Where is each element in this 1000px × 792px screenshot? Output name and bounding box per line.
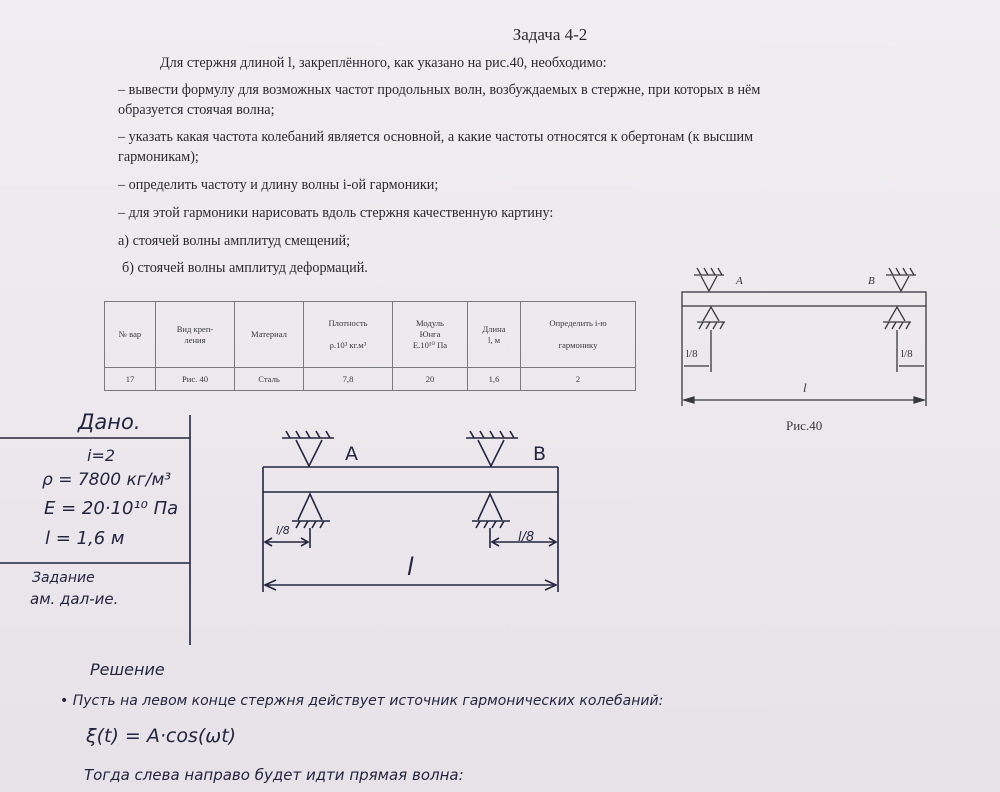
cell-mount: Рис. 40 bbox=[156, 368, 235, 391]
header-material: Материал bbox=[235, 302, 304, 368]
sketch-label-right: l/8 bbox=[518, 530, 535, 545]
task-item-1: – вывести формулу для возможных частот продольных волн, возбуждаемых в стержне, при которых в нём bbox=[118, 82, 761, 98]
rod-rect bbox=[682, 292, 926, 306]
solution-line-2: Тогда слева направо будет идти прямая волна: bbox=[84, 766, 464, 784]
task-label-1: Задание bbox=[32, 570, 95, 586]
task-item-2: – указать какая частота колебаний является основной, а какие частоты относятся к обертонам (к высшим bbox=[118, 129, 754, 145]
given-title: Дано. bbox=[78, 410, 141, 434]
solution-title: Решение bbox=[90, 660, 165, 679]
cell-density: 7,8 bbox=[304, 368, 393, 391]
fig40-label-a: A bbox=[736, 275, 743, 287]
sketch-bottom-support-left-icon bbox=[292, 494, 330, 528]
header-variant: № вар bbox=[105, 302, 156, 368]
solution-line-1: • Пусть на левом конце стержня действует источник гармонических колебаний: bbox=[60, 693, 664, 709]
task-intro: Для стержня длиной l, закреплённого, как указано на рис.40, необходимо: bbox=[160, 55, 607, 71]
sketch-label-b: B bbox=[533, 443, 547, 465]
cell-material: Сталь bbox=[235, 368, 304, 391]
solution-formula: ξ(t) = A·cos(ωt) bbox=[86, 725, 237, 747]
given-i: i=2 bbox=[87, 446, 116, 465]
header-mount: Вид креп- ления bbox=[156, 302, 235, 368]
bottom-support-right-icon bbox=[883, 307, 911, 329]
sketch-label-a: A bbox=[345, 443, 358, 465]
fig40-label-left: l/8 bbox=[686, 348, 698, 360]
task-item-4: – для этой гармоники нарисовать вдоль стержня качественную картину: bbox=[118, 205, 554, 221]
task-item-4b: б) стоячей волны амплитуд деформаций. bbox=[122, 260, 368, 276]
fig40-label-b: B bbox=[868, 275, 875, 287]
sketch-top-support-a-icon bbox=[282, 431, 334, 466]
sketch-label-length: l bbox=[407, 553, 414, 581]
fig40-label-length: l bbox=[803, 380, 807, 395]
bottom-support-left-icon bbox=[697, 307, 725, 329]
header-young: Модуль Юнга E.10¹⁰ Па bbox=[393, 302, 468, 368]
cell-length: 1,6 bbox=[468, 368, 521, 391]
top-support-a-icon bbox=[694, 268, 724, 291]
given-l: l = 1,6 м bbox=[45, 528, 125, 549]
sketch-top-support-b-icon bbox=[466, 431, 518, 466]
header-length: Длина l, м bbox=[468, 302, 521, 368]
header-harmonic: Определить i-ю гармонику bbox=[521, 302, 636, 368]
task-item-1-cont: образуется стоячая волна; bbox=[118, 102, 275, 118]
top-support-b-icon bbox=[886, 268, 916, 291]
task-label-2: ам. дал-ие. bbox=[30, 590, 119, 608]
given-rho: ρ = 7800 кг/м³ bbox=[42, 470, 172, 490]
fig40-label-right: l/8 bbox=[901, 348, 913, 360]
task-title: Задача 4-2 bbox=[512, 25, 588, 44]
task-item-4a: а) стоячей волны амплитуд смещений; bbox=[118, 233, 351, 249]
sketch-bottom-support-right-icon bbox=[472, 494, 510, 528]
task-item-3: – определить частоту и длину волны i-ой гармоники; bbox=[118, 177, 439, 193]
task-item-2-cont: гармоникам); bbox=[118, 149, 199, 165]
cell-harmonic: 2 bbox=[521, 368, 636, 391]
given-e: E = 20·10¹⁰ Па bbox=[44, 498, 179, 519]
cell-young: 20 bbox=[393, 368, 468, 391]
sketch-label-left: l/8 bbox=[276, 524, 290, 537]
cell-variant: 17 bbox=[105, 368, 156, 391]
header-density: Плотность ρ.10³ кг.м³ bbox=[304, 302, 393, 368]
fig40-caption: Рис.40 bbox=[786, 418, 823, 433]
